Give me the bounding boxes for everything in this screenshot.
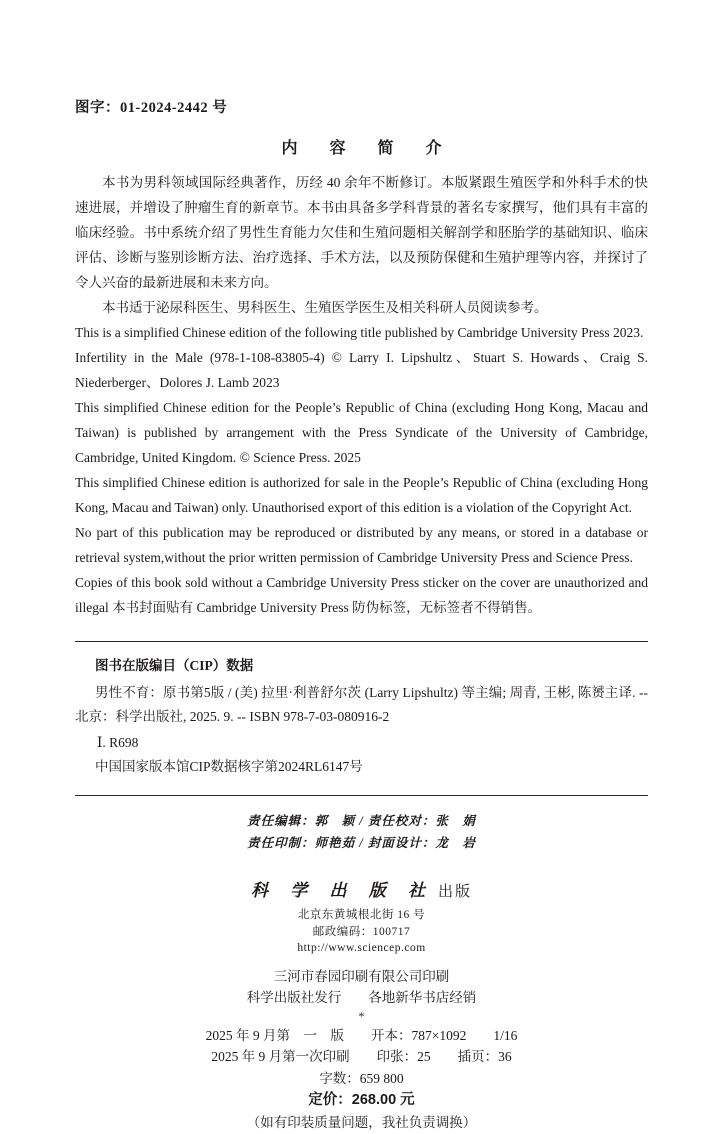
copyright-paragraph: This is a simplified Chinese edition of the following title published by Cambridge University Press 2023. bbox=[75, 325, 644, 340]
staff-credits bbox=[75, 810, 648, 854]
cip-title: 图书在版编目（CIP）数据 bbox=[95, 658, 254, 673]
publisher-line bbox=[75, 876, 648, 901]
copyright-paragraph: Infertility in the Male (978-1-108-83805-4) © Larry I. Lipshultz、Stuart S. Howards、Craig S. Niederberger、Dolores J. Lamb 2023 bbox=[75, 350, 648, 390]
distribution-line: 科学出版社发行 各地新华书店经销 bbox=[246, 989, 477, 1005]
copyright-paragraph: This simplified Chinese edition for the People’s Republic of China (excluding Hong Kong, Macau and Taiwan) is published by arrangement with the Press Syndicate of the University of Cambridge, Cambridge, United Kingdom. © Science Press. 2025 bbox=[75, 400, 648, 465]
copyright-paragraph: Copies of this book sold without a Cambridge University Press sticker on the cover are unauthorized and illegal 本书封面贴有 Cambridge University Press 防伪标签，无标签者不得销售。 bbox=[75, 575, 648, 615]
cip-classification: Ⅰ. R698 bbox=[97, 735, 139, 750]
intro-paragraph: 本书适于泌尿科医生、男科医生、生殖医学医生及相关科研人员阅读参考。 bbox=[102, 300, 548, 315]
section-title: 内 容 简 介 bbox=[281, 140, 456, 157]
credits-line-editors: 责任编辑：郭 颖 / 责任校对：张 娟 bbox=[247, 814, 476, 828]
registration-number: 图字：01-2024-2442 号 bbox=[75, 100, 228, 116]
printing-line: 2025 年 9 月第一次印刷 印张：25 插页：36 bbox=[211, 1049, 512, 1064]
intro-paragraph: 本书为男科领域国际经典著作，历经 40 余年不断修订。本版紧跟生殖医学和外科手术的快速进展，并增设了肿瘤生育的新章节。本书由具备多学科背景的著名专家撰写，他们具有丰富的临床经验。书中系统介绍了男性生育能力欠佳和生殖问题相关解剖学和胚胎学的基础知识、临床评估、诊断与鉴别诊断方法、治疗选择、手术方法，以及预防保健和生殖护理等内容，并探讨了令人兴奋的最新进展和未来方向。 bbox=[75, 175, 648, 290]
cip-entry: 男性不育：原书第5版 / (美) 拉里·利普舒尔茨 (Larry Lipshultz) 等主编; 周青, 王彬, 陈赟主译. -- 北京：科学出版社, 2025. 9. -- ISBN 978-7-03-080916-2 bbox=[75, 685, 648, 724]
cip-data-box bbox=[75, 641, 648, 796]
publisher-suffix: 出版 bbox=[437, 884, 472, 900]
copyright-notices bbox=[75, 320, 648, 620]
copyright-paragraph: No part of this publication may be reproduced or distributed by any means, or stored in a database or retrieval system,without the prior written permission of Cambridge University Press and Science Press. bbox=[75, 525, 648, 565]
publisher-postcode: 邮政编码：100717 bbox=[312, 925, 411, 938]
book-introduction bbox=[75, 170, 648, 320]
copyright-paragraph: This simplified Chinese edition is authorized for sale in the People’s Republic of China (excluding Hong Kong, Macau and Taiwan) only. Unauthorised export of this edition is a violation of the Copyright Act. bbox=[75, 475, 648, 515]
cip-record-number: 中国国家版本馆CIP数据核字第2024RL6147号 bbox=[95, 759, 363, 774]
publisher-address: 北京东黄城根北街 16 号 bbox=[297, 909, 426, 921]
word-count-line: 字数：659 800 bbox=[319, 1070, 404, 1086]
quality-note: （如有印装质量问题，我社负责调换） bbox=[246, 1115, 477, 1130]
edition-line: 2025 年 9 月第 一 版 开本：787×1092 1/16 bbox=[205, 1027, 518, 1043]
colophon bbox=[75, 876, 648, 1134]
printer-line: 三河市春园印刷有限公司印刷 bbox=[273, 968, 450, 984]
publisher-website: http://www.sciencep.com bbox=[297, 942, 426, 954]
credits-line-production: 责任印制：师艳茹 / 封面设计：龙 岩 bbox=[247, 836, 476, 850]
separator-star: * bbox=[358, 1008, 365, 1023]
price-line: 定价：268.00 元 bbox=[308, 1092, 415, 1108]
publisher-logo-text: 科 学 出 版 社 bbox=[250, 881, 434, 900]
